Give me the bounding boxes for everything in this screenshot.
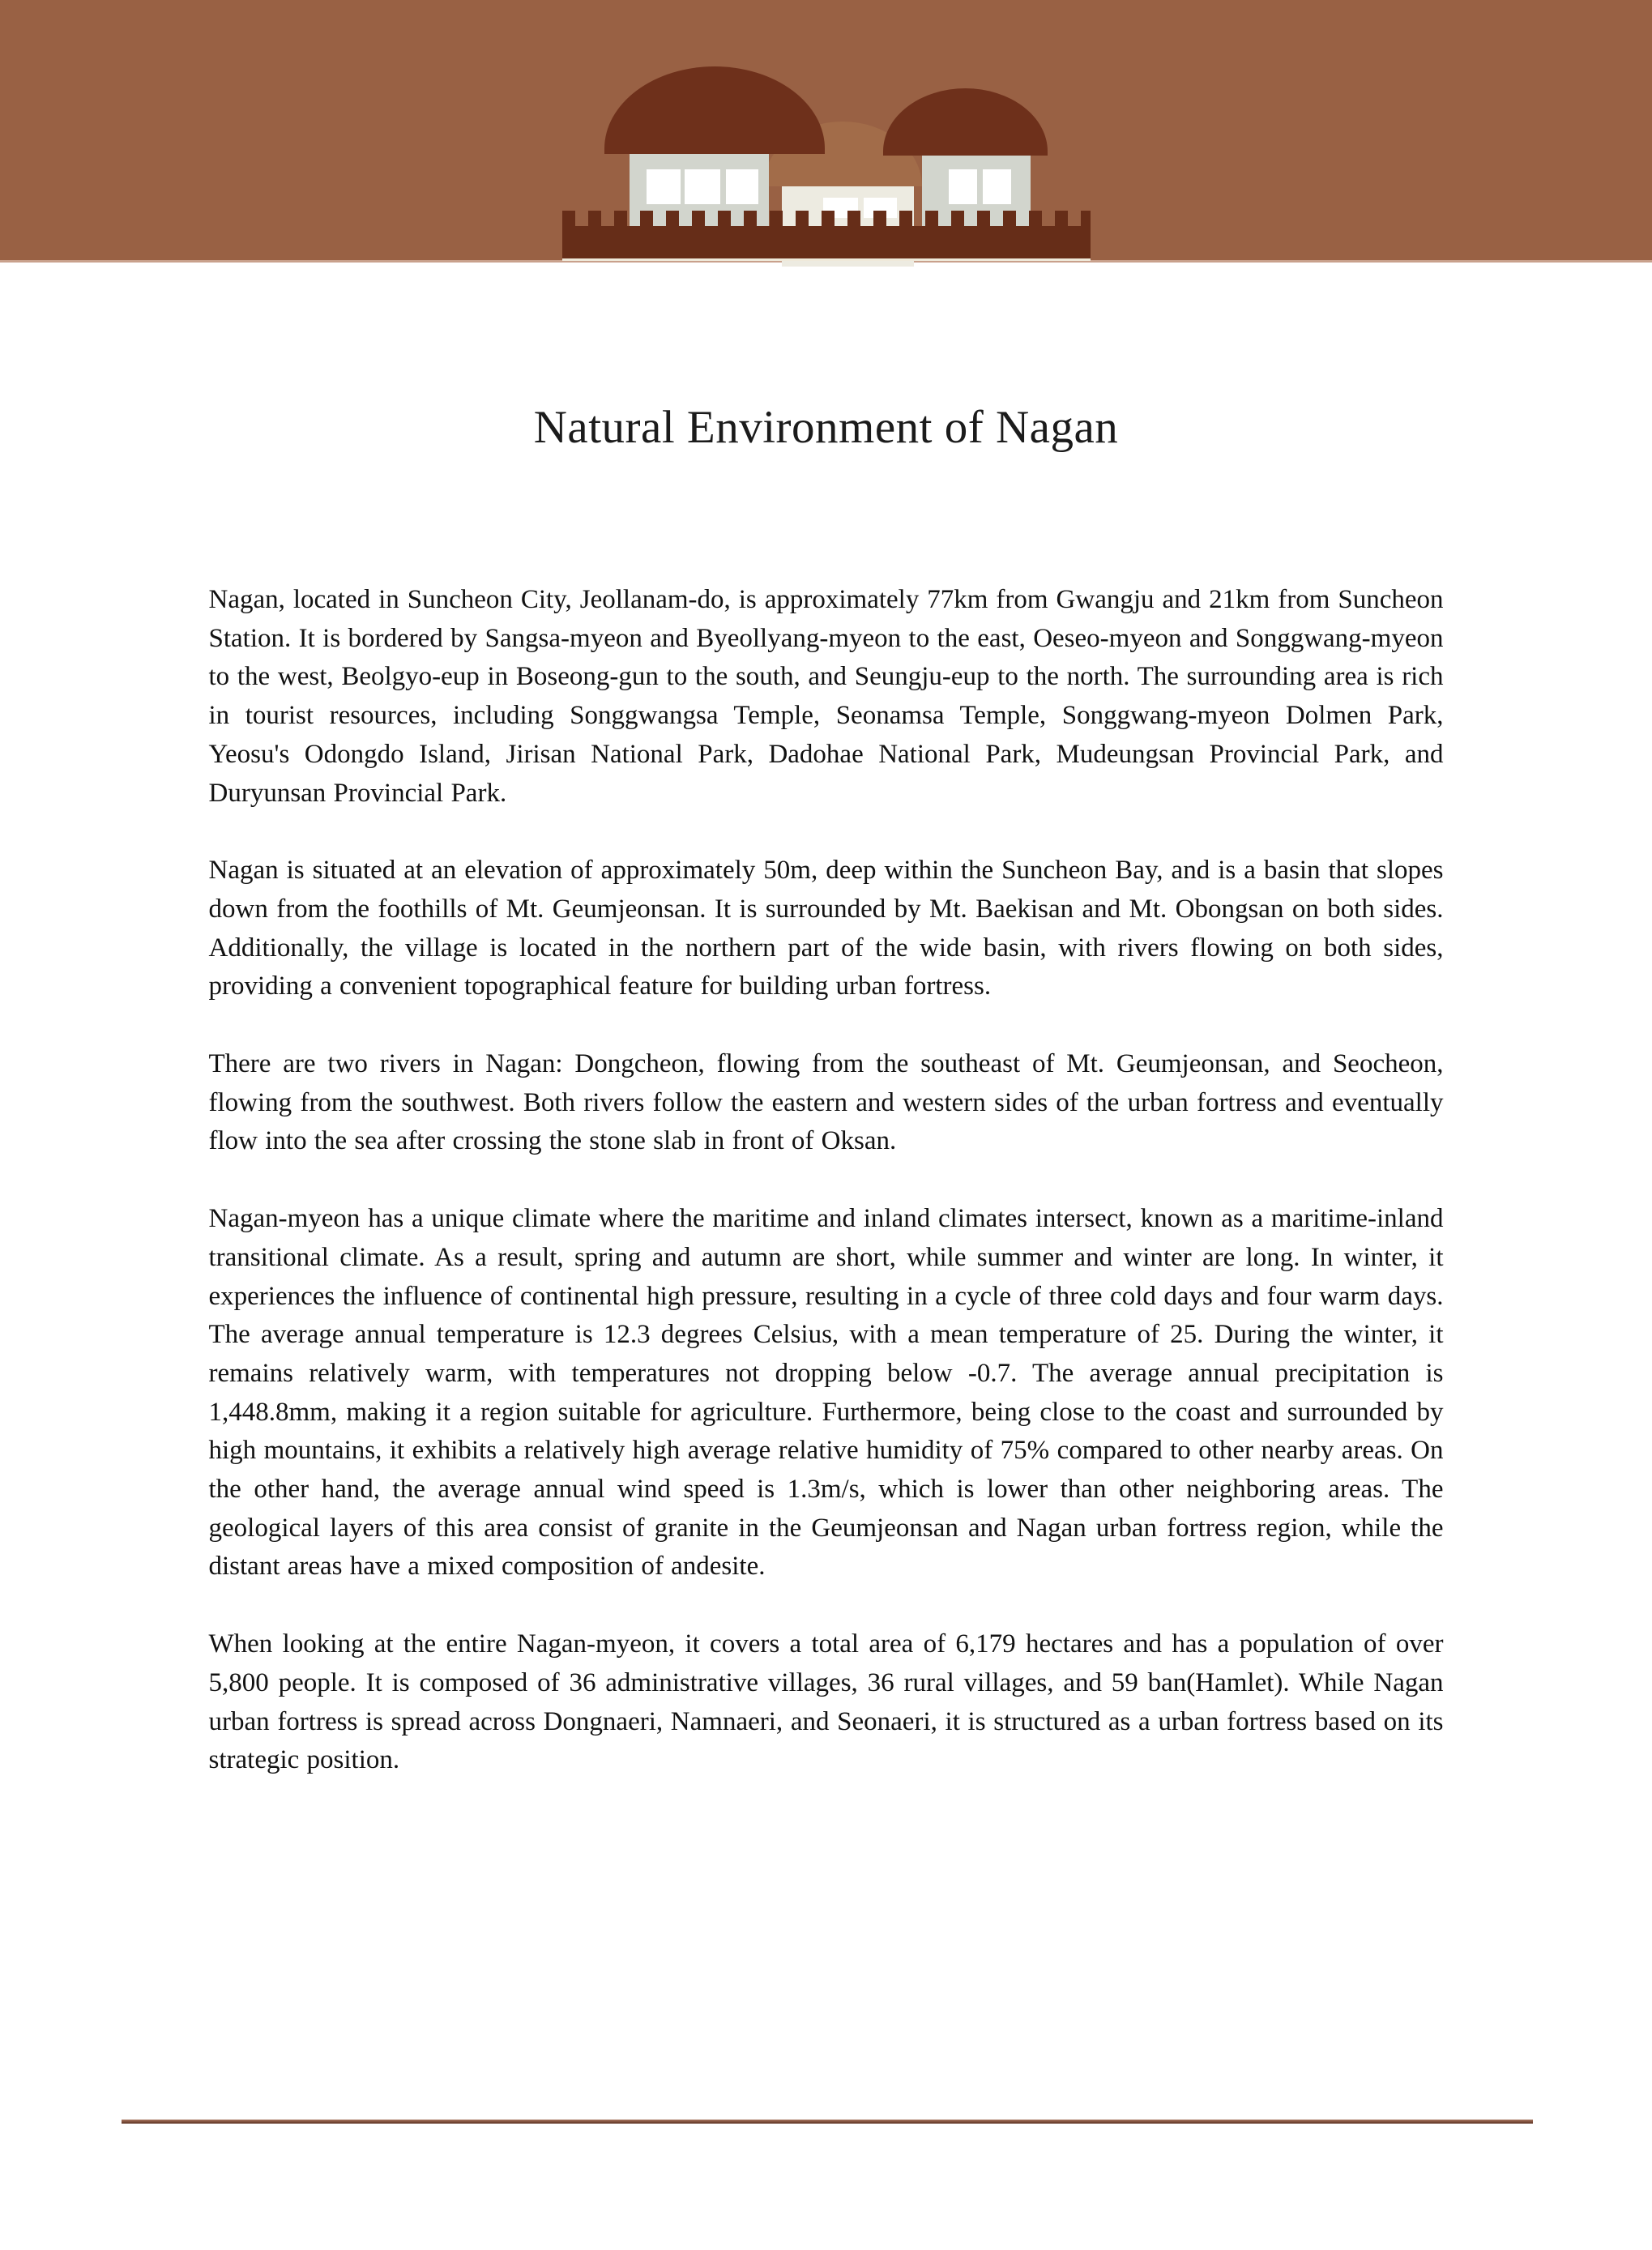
header-band: [0, 0, 1652, 263]
fortress-wall: [562, 211, 1091, 261]
right-house-window: [983, 169, 1011, 204]
article-body: [209, 581, 1444, 1780]
fortress-crenellations: [562, 211, 1091, 226]
paragraph-area-population: When looking at the entire Nagan-myeon, it covers a total area of 6,179 hectares and has a population of over 5,800 people. It is composed of 36 administrative villages, 36 rural villages, and 59 ban(Hamlet). While Nagan urban fortress is spread across Dongnaeri, Namnaeri, and Seonaeri, it is structured as a urban fortress based on its strategic position.: [208, 1629, 1444, 1775]
left-house-window: [647, 169, 681, 204]
right-house-window: [949, 169, 977, 204]
right-house-roof-icon: [883, 88, 1048, 156]
paragraph-climate: Nagan-myeon has a unique climate where the maritime and inland climates intersect, known as a maritime-inland transitional climate. As a result, spring and autumn are short, while summer and winter are long. In winter, it experiences the influence of continental high pressure, resulting in a cycle of three cold days and four warm days. The average annual temperature is 12.3 degrees Celsius, with a mean temperature of 25. During the winter, it remains relatively warm, with temperatures not dropping below -0.7. The average annual precipitation is 1,448.8mm, making it a region suitable for agriculture. Furthermore, being close to the coast and surrounded by high mountains, it exhibits a relatively high average relative humidity of 75% compared to other nearby areas. On the other hand, the average annual wind speed is 1.3m/s, which is lower than other neighboring areas. The geological layers of this area consist of granite in the Geumjeonsan and Nagan urban fortress region, while the distant areas have a mixed composition of andesite.: [208, 1204, 1444, 1582]
page-title: Natural Environment of Nagan: [533, 402, 1119, 453]
thatched-village-illustration: [562, 66, 1091, 260]
left-house-window: [726, 169, 758, 204]
left-house-roof-icon: [604, 66, 825, 154]
paragraph-location: Nagan, located in Suncheon City, Jeollanam-do, is approximately 77km from Gwangju and 21km from Suncheon Station. It is bordered by Sangsa-myeon and Byeollyang-myeon to the east, Oeseo-myeon and Songgwang-myeon to the west, Beolgyo-eup in Boseong-gun to the south, and Seungju-eup to the north. The surrounding area is rich in tourist resources, including Songgwangsa Temple, Seonamsa Temple, Songgwang-myeon Dolmen Park, Yeosu's Odongdo Island, Jirisan National Park, Dadohae National Park, Mudeungsan Provincial Park, and Duryunsan Provincial Park.: [208, 585, 1444, 808]
left-house-window: [685, 169, 720, 204]
footer-divider: [122, 2120, 1533, 2124]
paragraph-topography: Nagan is situated at an elevation of approximately 50m, deep within the Suncheon Bay, and is a basin that slopes down from the foothills of Mt. Geumjeonsan. It is surrounded by Mt. Baekisan and Mt. Obongsan on both sides. Additionally, the village is located in the northern part of the wide basin, with rivers flowing on both sides, providing a convenient topographical feature for building urban fortress.: [208, 856, 1444, 1001]
paragraph-rivers: There are two rivers in Nagan: Dongcheon, flowing from the southeast of Mt. Geumjeonsan, and Seocheon, flowing from the southwest. Both rivers follow the eastern and western sides of the urban fortress and eventually flow into the sea after crossing the stone slab in front of Oksan.: [208, 1049, 1444, 1156]
fortress-rampart: [562, 226, 1091, 261]
article: [0, 401, 1652, 1780]
